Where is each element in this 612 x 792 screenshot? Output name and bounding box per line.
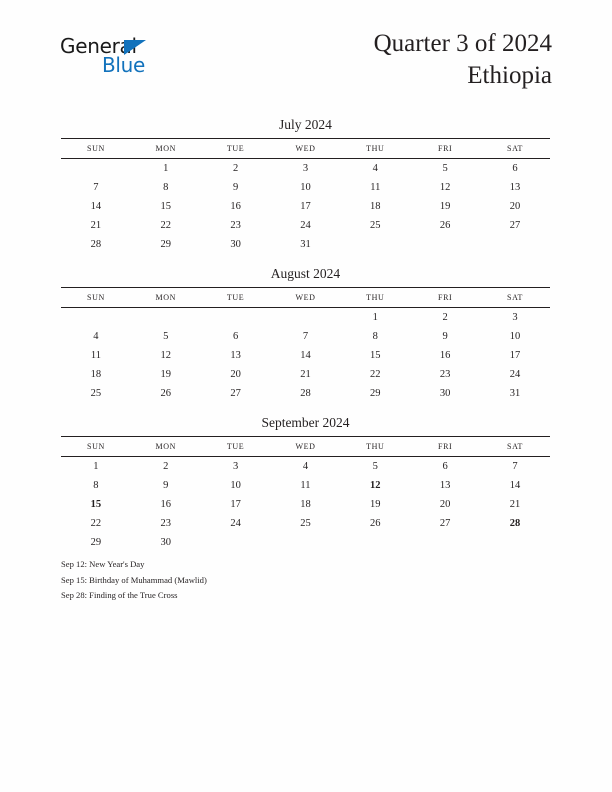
calendar-day[interactable]: 21	[90, 220, 102, 231]
holiday-legend-item: Sep 28: Finding of the True Cross	[61, 590, 178, 601]
calendar-day[interactable]: 16	[439, 350, 451, 361]
weekday-header-wed: WED	[271, 139, 341, 159]
calendar-day[interactable]: 20	[230, 369, 241, 380]
calendar-day[interactable]: 1	[163, 163, 169, 174]
weekday-header-wed: WED	[271, 437, 341, 457]
month-title: August 2024	[270, 266, 341, 281]
calendar-day[interactable]: 8	[372, 331, 378, 342]
calendar-day[interactable]: 9	[163, 480, 169, 491]
calendar-day[interactable]: 1	[93, 461, 99, 472]
calendar-week-row	[61, 308, 550, 328]
calendar-day[interactable]: 12	[160, 350, 172, 361]
calendar-day[interactable]: 25	[90, 388, 102, 399]
calendar-day[interactable]: 29	[90, 537, 102, 548]
weekday-header-row	[61, 437, 550, 457]
calendar-day[interactable]: 21	[509, 499, 521, 510]
calendar-day[interactable]: 14	[90, 201, 102, 212]
calendar-day[interactable]: 13	[230, 350, 241, 361]
weekday-header-thu: THU	[340, 288, 410, 308]
calendar-week-row	[61, 216, 550, 235]
weekday-header-tue: TUE	[201, 437, 271, 457]
month-calendar-table	[61, 138, 550, 254]
calendar-day[interactable]: 11	[370, 182, 381, 193]
calendar-day[interactable]: 27	[230, 388, 241, 399]
page-subtitle-country: Ethiopia	[467, 62, 552, 89]
calendar-day[interactable]: 2	[163, 461, 169, 472]
calendar-day-empty	[410, 533, 480, 552]
calendar-day[interactable]: 5	[442, 163, 448, 174]
calendar-day[interactable]: 25	[300, 518, 311, 529]
weekday-header-fri: FRI	[410, 437, 480, 457]
month-calendar-table	[61, 287, 550, 403]
calendar-day[interactable]: 6	[442, 461, 448, 472]
weekday-header-wed: WED	[271, 288, 341, 308]
calendar-week-row	[61, 365, 550, 384]
calendar-day-empty	[131, 308, 201, 328]
weekday-header-thu: THU	[340, 437, 410, 457]
calendar-day[interactable]: 30	[160, 537, 172, 548]
month-calendar-table	[61, 436, 550, 552]
calendar-day[interactable]: 21	[300, 369, 311, 380]
calendar-day-empty	[271, 308, 341, 328]
calendar-day[interactable]: 15	[160, 201, 172, 212]
calendar-day[interactable]: 23	[439, 369, 451, 380]
calendar-week-row	[61, 159, 550, 179]
month-block-august	[61, 265, 550, 403]
calendar-day[interactable]: 22	[90, 518, 102, 529]
calendar-day-empty	[61, 308, 131, 328]
calendar-week-row	[61, 178, 550, 197]
calendar-day-empty	[410, 235, 480, 254]
calendar-day[interactable]: 10	[300, 182, 311, 193]
calendar-day-empty	[271, 533, 341, 552]
calendar-day[interactable]: 26	[160, 388, 172, 399]
calendar-day[interactable]: 17	[509, 350, 521, 361]
calendar-day[interactable]: 7	[512, 461, 518, 472]
weekday-header-mon: MON	[131, 139, 201, 159]
calendar-day[interactable]: 11	[90, 350, 101, 361]
calendar-day[interactable]: 24	[300, 220, 311, 231]
weekday-header-mon: MON	[131, 288, 201, 308]
calendar-day-empty	[480, 235, 550, 254]
calendar-day[interactable]: 30	[230, 239, 241, 250]
calendar-day[interactable]: 27	[439, 518, 451, 529]
calendar-day[interactable]: 8	[163, 182, 169, 193]
calendar-day[interactable]: 18	[300, 499, 311, 510]
calendar-day[interactable]: 15	[370, 350, 381, 361]
month-title: September 2024	[261, 415, 350, 430]
calendar-day[interactable]: 13	[439, 480, 451, 491]
weekday-header-thu: THU	[340, 139, 410, 159]
calendar-week-row	[61, 197, 550, 216]
calendar-day[interactable]: 30	[439, 388, 451, 399]
calendar-day[interactable]: 29	[160, 239, 172, 250]
calendar-day-empty	[201, 533, 271, 552]
page-title: Quarter 3 of 2024	[373, 30, 552, 57]
calendar-week-row	[61, 476, 550, 495]
calendar-day[interactable]: 2	[232, 163, 239, 174]
calendar-day[interactable]: 5	[372, 461, 378, 472]
holiday-legend-item: Sep 12: New Year's Day	[61, 559, 145, 569]
calendar-day[interactable]: 17	[300, 201, 311, 212]
calendar-day[interactable]: 10	[230, 480, 241, 491]
calendar-day[interactable]: 24	[509, 369, 521, 380]
month-block-july	[61, 116, 550, 254]
calendar-day[interactable]: 5	[163, 331, 169, 342]
weekday-header-fri: FRI	[410, 288, 480, 308]
calendar-day[interactable]: 20	[439, 499, 451, 510]
holiday-legend-item: Sep 15: Birthday of Muhammad (Mawlid)	[61, 574, 207, 585]
weekday-header-tue: TUE	[201, 139, 271, 159]
month-title: July 2024	[279, 117, 332, 132]
calendar-day[interactable]: 26	[370, 518, 381, 529]
calendar-day-holiday[interactable]: 12	[370, 480, 381, 491]
calendar-week-row	[61, 457, 550, 477]
calendar-day[interactable]: 10	[509, 331, 521, 342]
calendar-day[interactable]: 17	[230, 499, 241, 510]
calendar-day[interactable]: 19	[370, 499, 381, 510]
calendar-day[interactable]: 22	[160, 220, 172, 231]
calendar-day[interactable]: 3	[302, 163, 309, 174]
calendar-day[interactable]: 18	[90, 369, 102, 380]
calendar-day[interactable]: 11	[300, 480, 311, 491]
calendar-day[interactable]: 27	[509, 220, 521, 231]
calendar-day[interactable]: 23	[160, 518, 172, 529]
calendar-day[interactable]: 1	[372, 312, 378, 323]
weekday-header-sun: SUN	[61, 139, 131, 159]
calendar-day[interactable]: 28	[300, 388, 311, 399]
calendar-day[interactable]: 29	[370, 388, 381, 399]
logo-text-blue: Blue	[102, 53, 146, 77]
weekday-header-sun: SUN	[61, 288, 131, 308]
calendar-day[interactable]: 14	[300, 350, 311, 361]
calendar-day[interactable]: 7	[93, 182, 99, 193]
calendar-day[interactable]: 4	[93, 331, 99, 342]
weekday-header-fri: FRI	[410, 139, 480, 159]
weekday-header-sat: SAT	[480, 288, 550, 308]
calendar-day[interactable]: 2	[442, 312, 448, 323]
calendar-week-row	[61, 514, 550, 533]
calendar-day-empty	[340, 235, 410, 254]
calendar-day[interactable]: 28	[90, 239, 102, 250]
calendar-day[interactable]: 3	[232, 461, 239, 472]
calendar-day[interactable]: 25	[370, 220, 381, 231]
calendar-day[interactable]: 22	[370, 369, 381, 380]
calendar-day[interactable]: 26	[439, 220, 451, 231]
calendar-day[interactable]: 16	[230, 201, 241, 212]
calendar-day[interactable]: 9	[232, 182, 239, 193]
calendar-day-holiday[interactable]: 28	[509, 518, 521, 529]
calendar-day[interactable]: 4	[302, 461, 309, 472]
calendar-day[interactable]: 20	[509, 201, 521, 212]
calendar-day-empty	[340, 533, 410, 552]
calendar-week-row	[61, 533, 550, 552]
holiday-legend-list	[61, 557, 521, 604]
calendar-week-row	[61, 327, 550, 346]
calendar-day[interactable]: 3	[512, 312, 518, 323]
calendar-day[interactable]: 31	[300, 239, 311, 250]
weekday-header-tue: TUE	[201, 288, 271, 308]
calendar-day[interactable]: 6	[232, 331, 239, 342]
calendar-week-row	[61, 495, 550, 514]
page-header	[0, 28, 612, 98]
calendar-day[interactable]: 8	[93, 480, 99, 491]
month-block-september	[61, 414, 550, 552]
calendar-day[interactable]: 23	[230, 220, 241, 231]
calendar-day[interactable]: 12	[439, 182, 451, 193]
calendar-week-row	[61, 235, 550, 254]
weekday-header-mon: MON	[131, 437, 201, 457]
calendar-day-empty	[61, 159, 131, 179]
calendar-day[interactable]: 19	[439, 201, 451, 212]
calendar-day[interactable]: 14	[509, 480, 521, 491]
calendar-day[interactable]: 31	[509, 388, 521, 399]
calendar-day[interactable]: 19	[160, 369, 172, 380]
calendar-day[interactable]: 18	[370, 201, 381, 212]
calendar-week-row	[61, 384, 550, 403]
calendar-day[interactable]: 16	[160, 499, 172, 510]
logo-text-general: General	[60, 34, 137, 58]
calendar-day[interactable]: 9	[442, 331, 448, 342]
calendar-day[interactable]: 13	[509, 182, 521, 193]
weekday-header-sun: SUN	[61, 437, 131, 457]
weekday-header-sat: SAT	[480, 437, 550, 457]
generalblue-logo	[60, 36, 240, 84]
calendar-day-empty	[480, 533, 550, 552]
weekday-header-row	[61, 288, 550, 308]
calendar-day[interactable]: 7	[302, 331, 309, 342]
page-title-block	[374, 28, 552, 92]
calendar-week-row	[61, 346, 550, 365]
weekday-header-row	[61, 139, 550, 159]
calendar-day-empty	[201, 308, 271, 328]
calendar-day[interactable]: 4	[372, 163, 378, 174]
calendar-day-holiday[interactable]: 15	[90, 499, 102, 510]
calendar-day[interactable]: 24	[230, 518, 241, 529]
calendar-day[interactable]: 6	[512, 163, 518, 174]
weekday-header-sat: SAT	[480, 139, 550, 159]
